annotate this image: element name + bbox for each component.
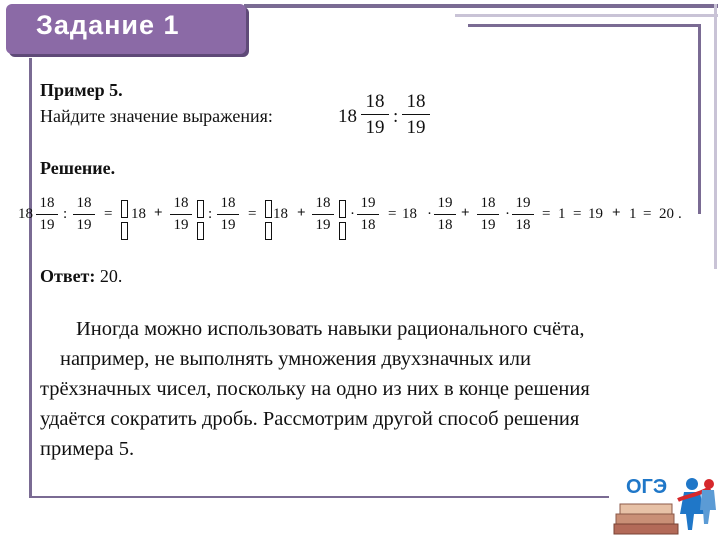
fraction-1	[36, 196, 58, 233]
numerator: 18	[315, 195, 331, 211]
bottom-frame-line	[29, 496, 609, 498]
example-prompt: Найдите значение выражения:	[40, 106, 273, 126]
denominator: 19	[76, 217, 92, 233]
fraction-bar	[312, 214, 334, 215]
fraction-bar	[434, 214, 456, 215]
fraction-6	[357, 196, 379, 233]
bracket-right-1b	[197, 222, 204, 240]
denominator: 19	[173, 217, 189, 233]
expr-operator: :	[393, 106, 399, 127]
denominator: 18	[360, 217, 376, 233]
bracket-right-2	[339, 200, 346, 218]
sign-6: +	[297, 205, 306, 221]
denominator: 19	[220, 217, 236, 233]
top-frame-line-2	[455, 14, 718, 17]
page-title: Задание 1	[36, 10, 180, 40]
oge-logo-text: ОГЭ	[626, 476, 668, 498]
solution-heading: Решение.	[40, 158, 116, 178]
top-frame-line	[244, 4, 718, 8]
sign-3: +	[154, 205, 163, 221]
sign-10: +	[461, 205, 470, 221]
sign-16: .	[678, 206, 682, 222]
answer-label: Ответ:	[40, 266, 96, 286]
term-2: 18	[131, 206, 146, 222]
sign-15: =	[643, 206, 652, 222]
sign-12: =	[542, 206, 551, 222]
expr-fraction-1	[361, 92, 389, 137]
sign-4: :	[208, 206, 213, 222]
paragraph-line-1: Иногда можно использовать навыки рационального счёта,	[76, 318, 585, 340]
example-heading: Пример 5.	[40, 80, 123, 100]
right-frame-line-2	[698, 24, 701, 214]
sign-7: ·	[350, 206, 355, 222]
bracket-right-1	[197, 200, 204, 218]
fraction-bar	[357, 214, 379, 215]
bracket-right-2b	[339, 222, 346, 240]
fraction-2	[73, 196, 95, 233]
numerator: 18	[39, 195, 55, 211]
paragraph-line-2: например, не выполнять умножения двухзначных или	[60, 348, 531, 370]
expr-numerator-2: 18	[406, 91, 426, 112]
expr-denominator-1: 19	[365, 117, 385, 138]
paragraph-line-5: примера 5.	[40, 438, 135, 460]
fraction-7	[434, 196, 456, 233]
denominator: 19	[315, 217, 331, 233]
bracket-left-1b	[121, 222, 128, 240]
term-4: 18	[402, 206, 417, 222]
sign-5: =	[248, 206, 257, 222]
oge-logo	[612, 470, 718, 538]
denominator: 18	[437, 217, 453, 233]
fraction-5	[312, 196, 334, 233]
numerator: 19	[437, 195, 453, 211]
numerator: 18	[480, 195, 496, 211]
paragraph-line-3: трёхзначных чисел, поскольку на одно из них в конце решения	[40, 378, 590, 400]
numerator: 18	[220, 195, 236, 211]
answer-value: 20.	[95, 266, 123, 286]
expr-whole: 18	[338, 106, 357, 127]
expr-numerator-1: 18	[365, 91, 385, 112]
answer	[40, 266, 122, 287]
bracket-left-2b	[265, 222, 272, 240]
numerator: 19	[515, 195, 531, 211]
term-3: 18	[273, 206, 288, 222]
fraction-bar	[36, 214, 58, 215]
denominator: 19	[39, 217, 55, 233]
sign-11: ·	[505, 206, 510, 222]
title-tab	[6, 4, 246, 54]
fraction-3	[170, 196, 192, 233]
sign-1: :	[63, 206, 68, 222]
term-1: 18	[18, 206, 33, 222]
fraction-bar	[402, 114, 430, 115]
denominator: 18	[515, 217, 531, 233]
bracket-left-2	[265, 200, 272, 218]
fraction-bar	[477, 214, 499, 215]
fraction-bar	[217, 214, 239, 215]
fraction-bar	[73, 214, 95, 215]
fraction-bar	[170, 214, 192, 215]
term-7: 1	[629, 206, 637, 222]
bracket-left-1	[121, 200, 128, 218]
denominator: 19	[480, 217, 496, 233]
fraction-9	[512, 196, 534, 233]
term-8: 20	[659, 206, 674, 222]
sign-13: =	[573, 206, 582, 222]
sign-14: +	[612, 205, 621, 221]
numerator: 18	[76, 195, 92, 211]
expr-denominator-2: 19	[406, 117, 426, 138]
expr-fraction-2	[402, 92, 430, 137]
fraction-4	[217, 196, 239, 233]
term-6: 19	[588, 206, 603, 222]
fraction-bar	[361, 114, 389, 115]
sign-8: =	[388, 206, 397, 222]
numerator: 19	[360, 195, 376, 211]
paragraph-line-4: удаётся сократить дробь. Рассмотрим другой способ решения	[40, 408, 580, 430]
sign-2: =	[104, 206, 113, 222]
fraction-bar	[512, 214, 534, 215]
term-5: 1	[558, 206, 566, 222]
left-frame-line	[29, 58, 32, 498]
top-frame-line-3	[468, 24, 698, 27]
sign-9: ·	[427, 206, 432, 222]
fraction-8	[477, 196, 499, 233]
right-frame-line	[714, 4, 717, 269]
numerator: 18	[173, 195, 189, 211]
